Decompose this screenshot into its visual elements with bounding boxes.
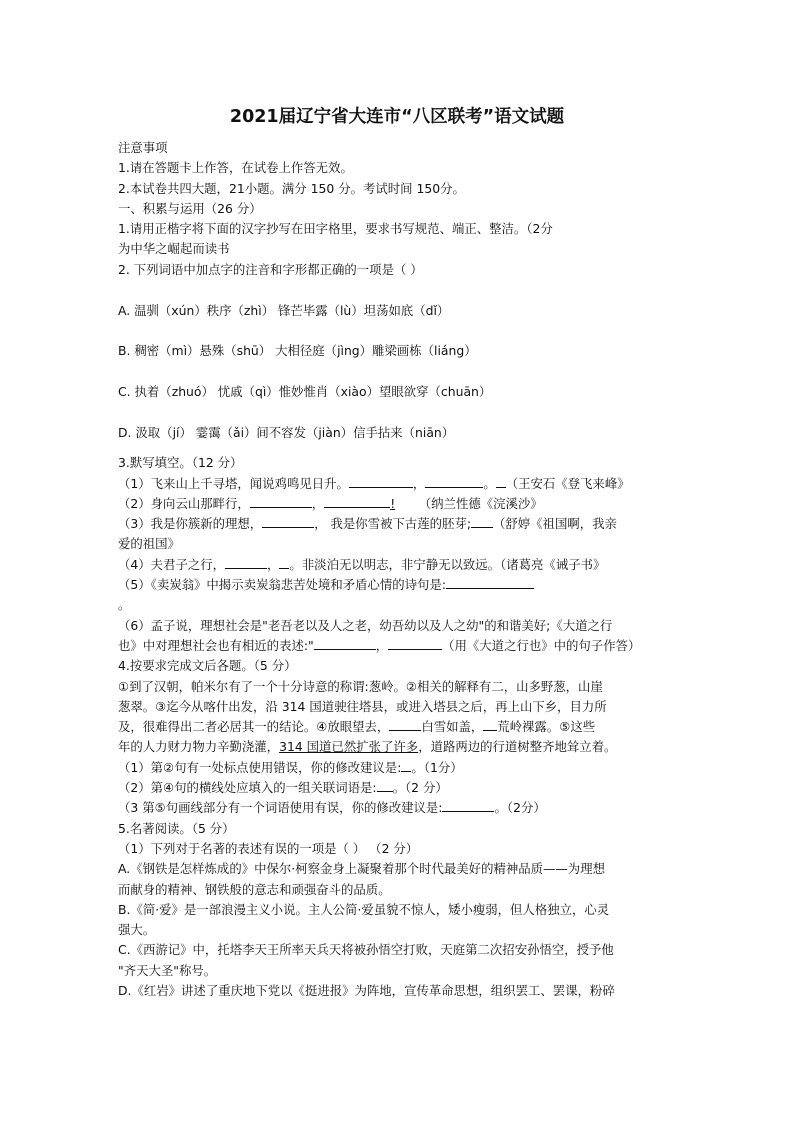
question-text: （3 第⑤句画线部分有一个词语使用有误，你的修改建议是: (118, 800, 443, 816)
fill-line (118, 636, 678, 656)
source-note: （纳兰性德《浣溪沙》 (418, 495, 543, 511)
option-c: C. 执着（zhuó） 忧戚（qì）惟妙惟肖（xiào）望眼欲穿（chuān） (118, 384, 492, 400)
source-note: 爱的祖国》 (118, 536, 180, 552)
source-note: （舒婷《祖国啊，我亲 (493, 516, 617, 532)
question-text: 1.请用正楷字将下面的汉字抄写在田字格里，要求书写规范、端正、整洁。（2分 (118, 221, 553, 237)
answer-blank[interactable] (425, 475, 483, 488)
answer-blank[interactable] (389, 718, 421, 731)
document-body (118, 138, 678, 1001)
question-text: 。（1分） (411, 759, 463, 775)
option-a: A. 温驯（xún）秩序（zhì） 锋芒毕露（lù）坦荡如底（dǐ） (118, 302, 450, 318)
answer-blank[interactable] (250, 495, 312, 508)
option-c-cont: "齐天大圣"称号。 (118, 962, 217, 978)
option-d: D. 汲取（jí） 霎霭（ǎi）间不容发（jiàn）信手拈来（niān） (118, 424, 455, 440)
section-heading: 一、积累与运用（26 分） (118, 200, 262, 216)
question-text: 也》中对理想社会也有相近的表述:" (118, 637, 314, 653)
answer-blank[interactable] (483, 718, 497, 731)
fill-line (118, 555, 678, 575)
answer-blank[interactable] (314, 637, 376, 650)
passage-text: 荒岭裸露。⑤这些 (497, 719, 596, 735)
answer-blank[interactable] (446, 576, 534, 589)
option-b: B. 稠密（mì）悬殊（shū） 大相径庭（jìng）雕梁画栋（liáng） (118, 343, 477, 359)
option-a: A.《钢铁是怎样炼成的》中保尔·柯察金身上凝聚着那个时代最美好的精神品质——为理想 (118, 861, 605, 877)
question-text: （4）夫君子之行， (118, 556, 226, 572)
notice-item: 1.请在答题卡上作答，在试卷上作答无效。 (118, 160, 353, 176)
passage-text: ①到了汉朝，帕米尔有了一个十分诗意的称谓:葱岭。②相关的解释有二，山多野葱，山崖 (118, 678, 603, 694)
question-text: 。 (118, 597, 131, 613)
question-text: 。（2 分） (392, 780, 448, 796)
answer-blank[interactable] (377, 779, 393, 792)
underlined-phrase: 314 国道已然扩张了许多 (279, 739, 419, 755)
answer-blank[interactable] (262, 515, 314, 528)
passage-text: 及，很难得出二者必居其一的结论。④放眼望去， (118, 719, 390, 735)
notice-heading: 注意事项 (118, 140, 168, 155)
question-text: 为中华之崛起而读书 (118, 241, 230, 257)
answer-blank[interactable] (496, 475, 506, 488)
question-text: 。（2分） (494, 800, 546, 816)
source-note: （王安石《登飞来峰》 (505, 475, 630, 491)
question-text: （1）第②句有一处标点使用错误，你的修改建议是: (118, 759, 402, 775)
passage-line (118, 737, 678, 757)
option-b-cont: 强大。 (118, 922, 156, 938)
passage-text: 年的人力财力物力辛勤浇灌， (118, 739, 280, 755)
source-note: （用《大道之行也》中的句子作答） (442, 637, 641, 653)
answer-blank[interactable] (349, 475, 413, 488)
notice-item: 2.本试卷共四大题，21小题。满分 150 分。考试时间 150分。 (118, 180, 465, 196)
fill-line (118, 575, 678, 595)
punct: ， (267, 556, 280, 572)
answer-blank[interactable] (442, 799, 494, 812)
question-text: 3.默写填空。（12 分） (118, 455, 243, 471)
subquestion-line (118, 778, 678, 798)
option-a-cont: 而献身的精神、钢铁般的意志和顽强奋斗的品质。 (118, 881, 391, 897)
punct: 。 (483, 475, 496, 491)
question-text: （2）身向云山那畔行， (118, 495, 250, 511)
subquestion-line (118, 758, 678, 778)
option-c: C.《西游记》中，托塔李天王所率天兵天将被孙悟空打败，天庭第二次招安孙悟空，授予他 (118, 942, 614, 958)
fill-line: （2）身向云山那畔行， ， ! （纳兰性德《浣溪沙》 (118, 495, 543, 511)
question-text: 5.名著阅读。（5 分） (118, 820, 235, 836)
answer-blank[interactable] (225, 556, 267, 569)
answer-blank[interactable] (324, 495, 390, 508)
question-text: （1）下列对于名著的表述有误的一项是（ ） （2 分） (118, 840, 419, 856)
passage-text: 白雪如盖， (421, 719, 484, 735)
fill-line (118, 514, 678, 534)
question-text: 4.按要求完成文后各题。（5 分） (118, 658, 297, 674)
passage-text: ，道路两边的行道树整齐地耸立着。 (418, 739, 617, 755)
question-text: （6）孟子说，理想社会是"老吾老以及人之老，幼吾幼以及人之幼"的和谐美好;《大道之行 (118, 617, 613, 633)
answer-blank[interactable] (388, 637, 442, 650)
question-text: 。非淡泊无以明志，非宁静无以致远。（诸葛亮《诫子书》 (289, 556, 606, 572)
answer-blank[interactable] (471, 515, 493, 528)
subquestion-line (118, 798, 678, 818)
passage-line (118, 717, 678, 737)
fill-line: （1）飞来山上千寻塔，闻说鸡鸣见日升。 ， 。 （王安石《登飞来峰》 (118, 475, 630, 491)
page-title: 2021届辽宁省大连市“八区联考”语文试题 (229, 107, 565, 127)
option-d: D.《红岩》讲述了重庆地下党以《挺进报》为阵地，宣传革命思想，组织罢工、罢课，粉碎 (118, 982, 615, 998)
question-text: （3）我是你簇新的理想， (118, 516, 263, 532)
question-text: （1）飞来山上千寻塔，闻说鸡鸣见日升。 (118, 475, 349, 491)
passage-text: 葱翠。③迄今从喀什出发，沿 314 国道驶往塔县，或进入塔县之后，再上山下乡，目力所 (118, 698, 607, 714)
option-b: B.《简·爱》是一部浪漫主义小说。主人公简·爱虽貌不惊人，矮小瘦弱，但人格独立，心灵 (118, 901, 610, 917)
answer-blank[interactable] (401, 759, 411, 772)
question-text: 2. 下列词语中加点字的注音和字形都正确的一项是（ ） (118, 261, 423, 277)
punct: ， (375, 637, 389, 653)
question-text: （5）《卖炭翁》中揭示卖炭翁悲苦处境和矛盾心情的诗句是: (118, 577, 447, 593)
question-text: ， 我是你雪被下古莲的胚芽; (314, 516, 471, 532)
question-text: （2）第④句的横线处应填入的一组关联词语是: (118, 780, 377, 796)
answer-blank[interactable] (279, 556, 289, 569)
punct: ! (390, 495, 396, 511)
